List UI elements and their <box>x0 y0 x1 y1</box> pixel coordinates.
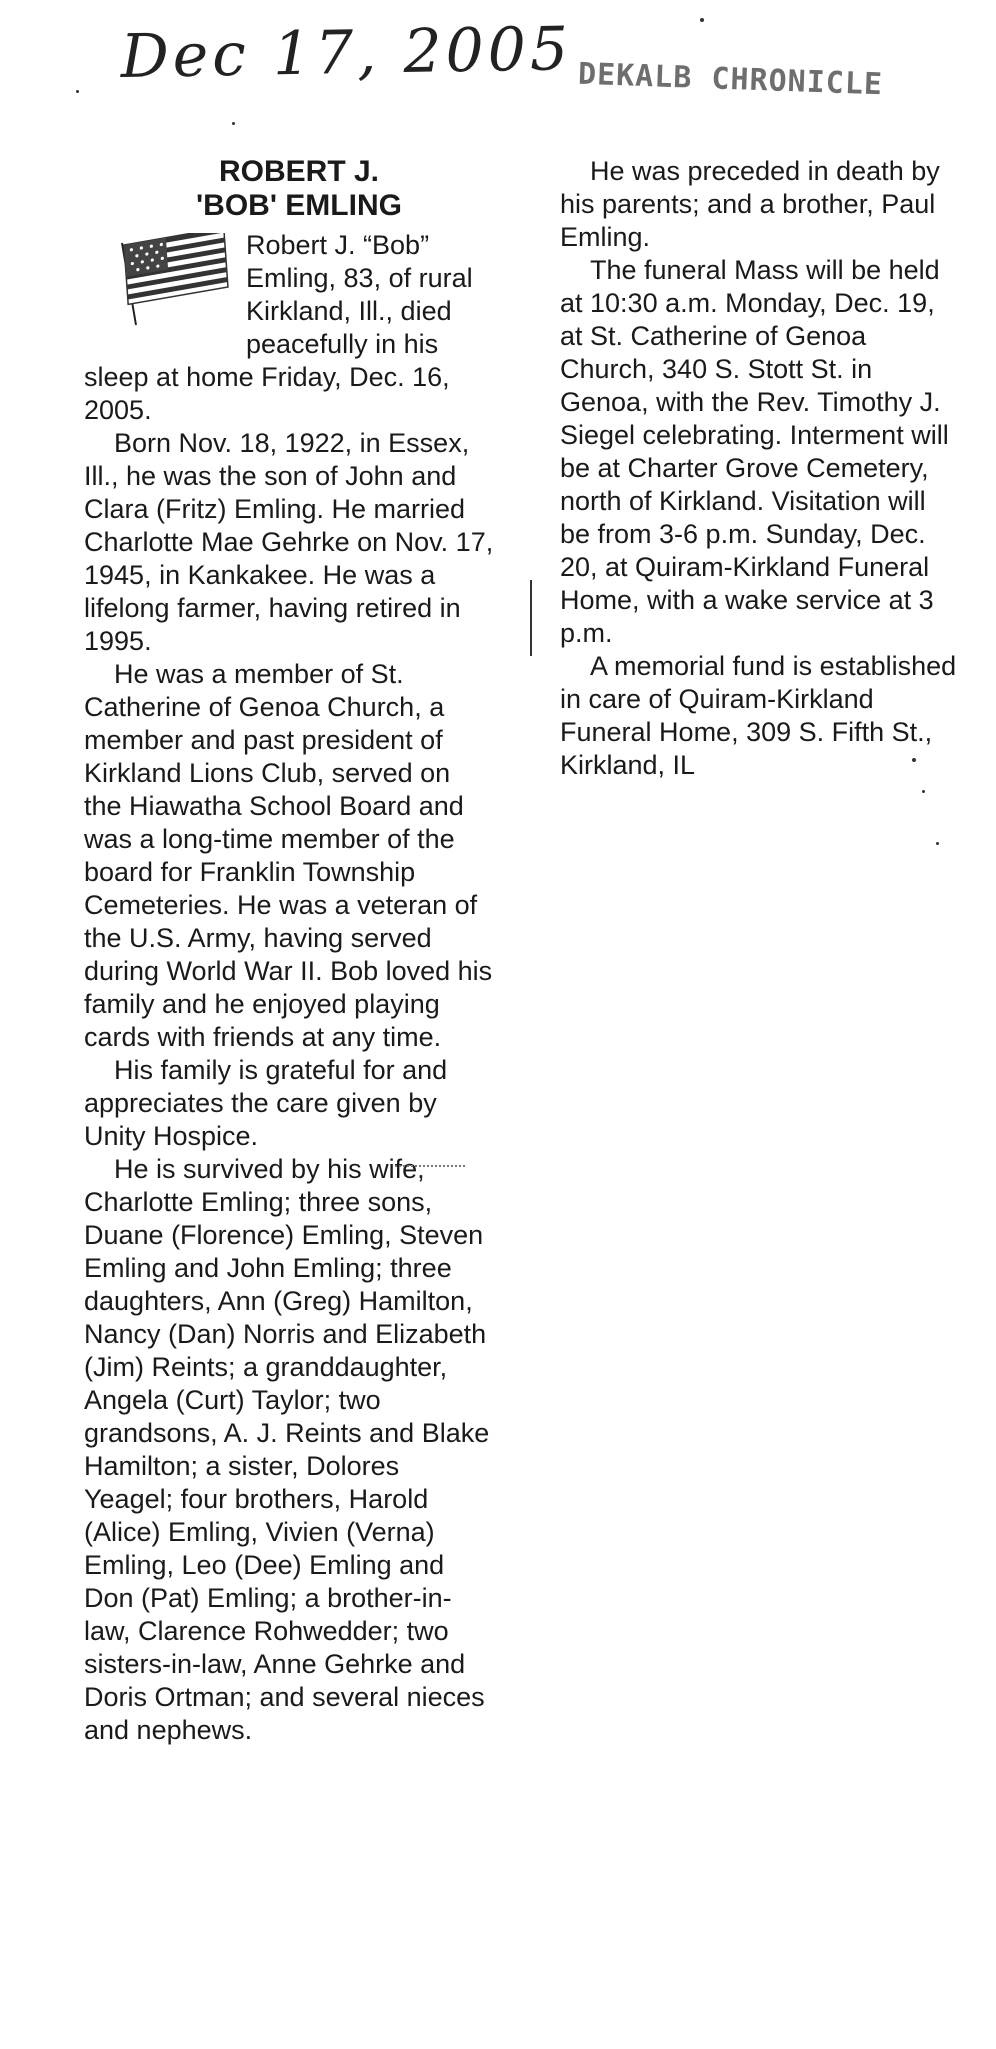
obituary-paragraph: Born Nov. 18, 1922, in Essex, Ill., he was the son of John and Clara (Fritz) Emling. He married Charlotte Mae Gehrke on Nov. 17, 1945, in Kankakee. He was a lifelong farmer, having retired in 1995. <box>84 428 494 656</box>
paper-speck <box>936 842 939 845</box>
paper-speck <box>232 122 235 125</box>
paper-speck <box>700 18 704 22</box>
obituary-right-column <box>560 155 960 782</box>
obituary-paragraph: He was a member of St. Catherine of Genoa Church, a member and past president of Kirkland Lions Club, served on the Hiawatha School Board and was a long-time member of the board for Franklin Township Cemeteries. He was a veteran of the U.S. Army, having served during World War II. Bob loved his family and he enjoyed playing cards with friends at any time. <box>84 659 493 1052</box>
handwritten-date: Dec 17, 2005 <box>120 14 573 92</box>
obituary-paragraph: A memorial fund is established in care of Quiram-Kirkland Funeral Home, 309 S. Fifth St., Kirkland, IL <box>560 651 957 780</box>
headline-line-2: 'BOB' EMLING <box>196 189 402 222</box>
newspaper-source-stamp: DEKALB CHRONICLE <box>577 56 884 103</box>
column-divider <box>530 580 532 656</box>
headline-line-1: ROBERT J. <box>218 155 380 188</box>
obituary-paragraph: He is survived by his wife, Charlotte Emling; three sons, Duane (Florence) Emling, Steven Emling and John Emling; three daughters, Ann (Greg) Hamilton, Nancy (Dan) Norris and Elizabeth (Jim) Reints; a granddaughter, Angela (Curt) Taylor; two grandsons, A. J. Reints and Blake Hamilton; a sister, Dolores Yeagel; four brothers, Harold (Alice) Emling, Vivien (Verna) Emling, Leo (Dee) Emling and Don (Pat) Emling; a brother-in-law, Clarence Rohwedder; two sisters-in-law, Anne Gehrke and Doris Ortman; and several nieces and nephews. <box>84 1154 490 1745</box>
obituary-paragraph: His family is grateful for and appreciates the care given by Unity Hospice. <box>84 1055 448 1151</box>
us-flag-icon <box>112 233 232 329</box>
obituary-left-column <box>84 155 494 1747</box>
obituary-paragraph: He was preceded in death by his parents; and a brother, Paul Emling. <box>560 156 940 252</box>
obituary-paragraph: The funeral Mass will be held at 10:30 a.m. Monday, Dec. 19, at St. Catherine of Genoa Church, 340 S. Stott St. in Genoa, with the Rev. Timothy J. Siegel celebrating. Interment will be at Charter Grove Cemetery, north of Kirkland. Visitation will be from 3-6 p.m. Sunday, Dec. 20, at Quiram-Kirkland Funeral Home, with a wake service at 3 p.m. <box>560 255 949 648</box>
dotted-mark <box>395 1165 465 1167</box>
paper-speck <box>76 90 79 93</box>
paper-speck <box>922 790 925 793</box>
obituary-headline <box>84 155 494 223</box>
obituary-paragraph: Robert J. “Bob” Emling, 83, of rural Kirkland, Ill., died peacefully in his sleep at home Friday, Dec. 16, 2005. <box>84 230 473 425</box>
